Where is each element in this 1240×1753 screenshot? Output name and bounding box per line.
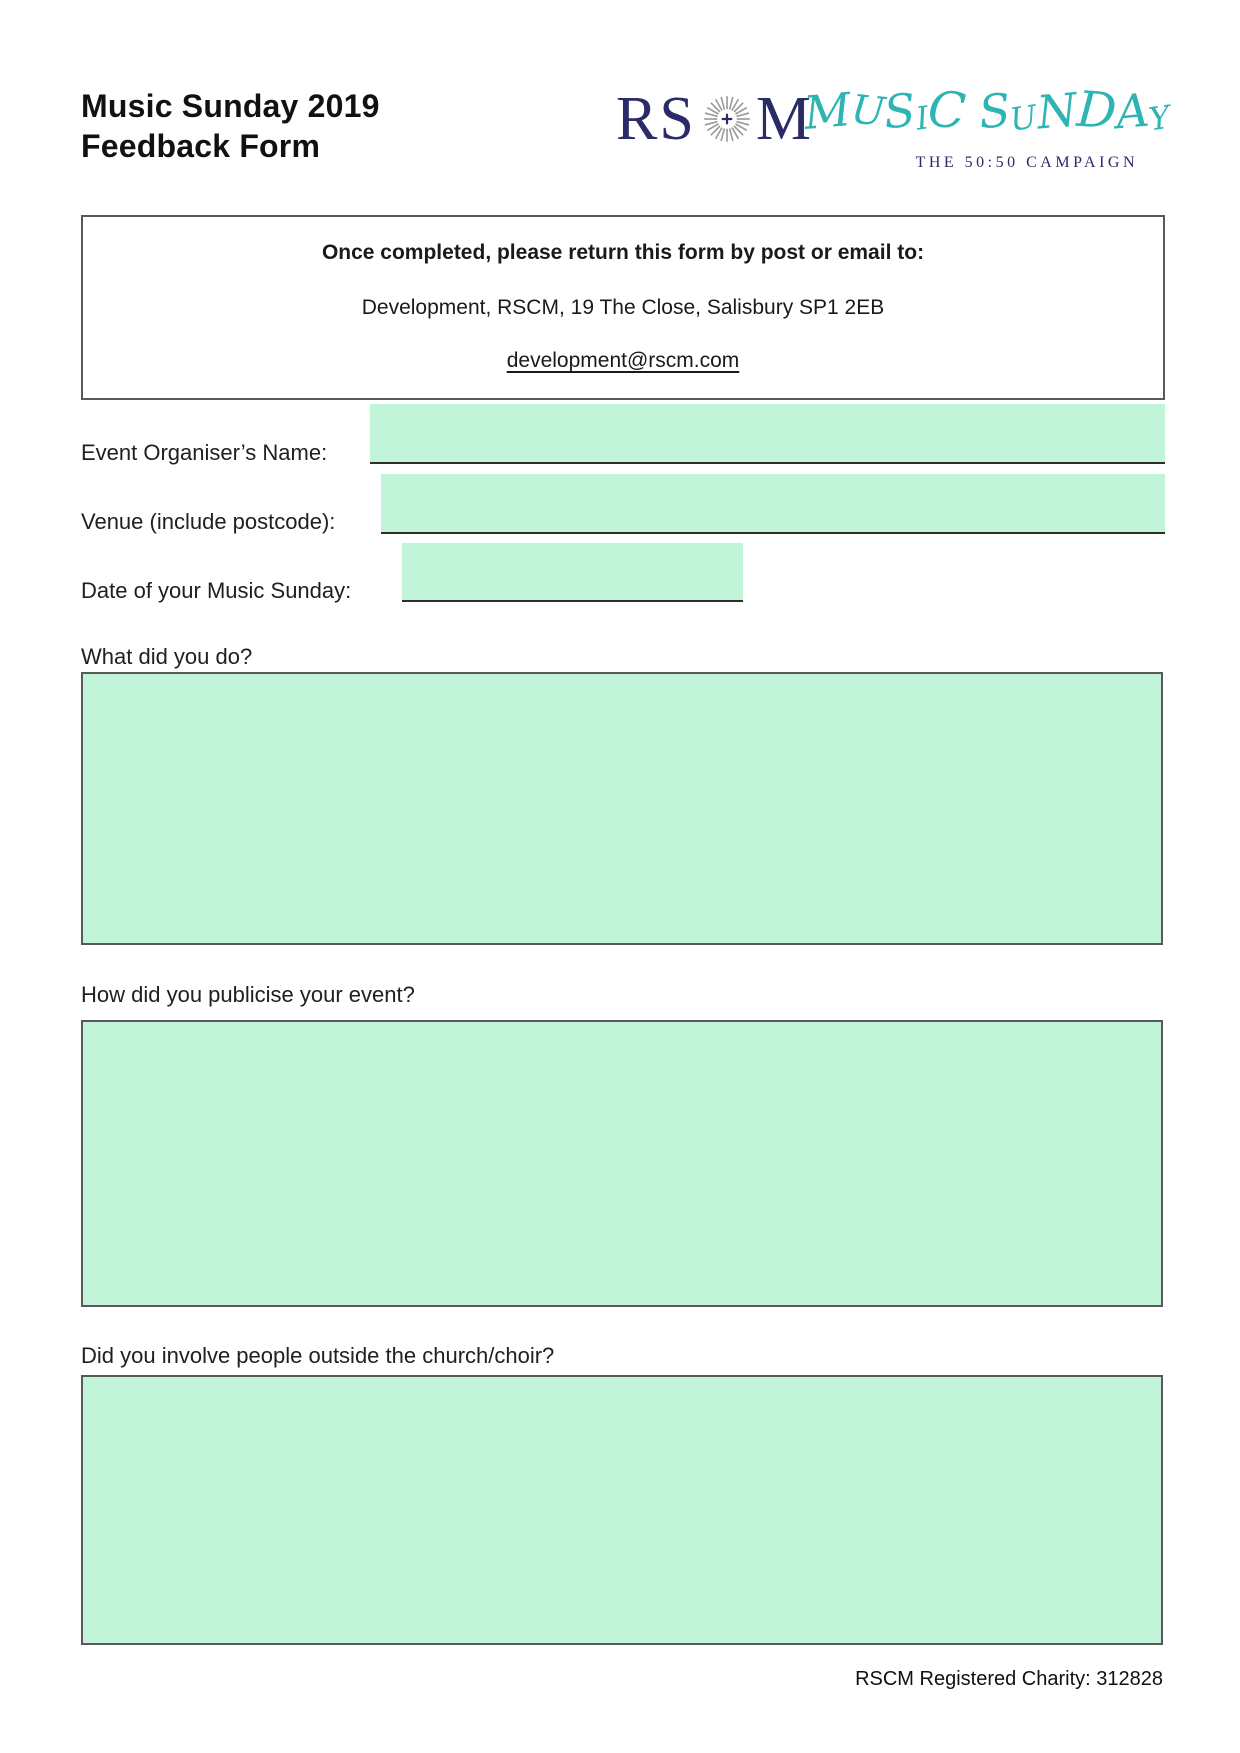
- publicise-event-label: How did you publicise your event?: [81, 982, 415, 1007]
- registered-charity-note: RSCM Registered Charity: 312828: [855, 1668, 1163, 1690]
- organiser-name-label: Event Organiser’s Name:: [81, 440, 328, 465]
- return-email-row: [83, 349, 1163, 373]
- rscm-logotype: [616, 85, 813, 153]
- rscm-letter-m: M: [755, 85, 813, 153]
- page-title-line1: Music Sunday 2019: [81, 88, 380, 124]
- involve-outside-label: Did you involve people outside the church/choir?: [81, 1343, 555, 1368]
- return-postal-address: Development, RSCM, 19 The Close, Salisbury SP1 2EB: [361, 296, 885, 319]
- venue-label: Venue (include postcode):: [81, 509, 336, 534]
- rscm-letters-rs: RS: [616, 85, 696, 153]
- publicise-event-textarea[interactable]: [81, 1020, 1163, 1307]
- return-instruction-heading: Once completed, please return this form by post or email to:: [321, 241, 925, 264]
- involve-outside-textarea[interactable]: [81, 1375, 1163, 1645]
- rscm-music-sunday-logo: [616, 79, 1173, 172]
- page-title-line2: Feedback Form: [81, 128, 321, 164]
- what-did-you-do-label: What did you do?: [81, 644, 253, 669]
- return-instructions-box: [81, 215, 1165, 400]
- campaign-tagline: THE 50:50 CAMPAIGN: [915, 154, 1138, 171]
- email-link[interactable]: development@rscm.com: [506, 349, 740, 372]
- event-date-label: Date of your Music Sunday:: [81, 578, 352, 603]
- venue-input[interactable]: [381, 474, 1165, 534]
- organiser-name-input[interactable]: [370, 404, 1165, 464]
- music-sunday-wordmark: MUSIC SUNDAY: [801, 79, 1173, 141]
- rscm-sunburst-icon: [702, 94, 752, 144]
- event-date-input[interactable]: [402, 543, 743, 602]
- page-title: [81, 86, 380, 166]
- what-did-you-do-textarea[interactable]: [81, 672, 1163, 945]
